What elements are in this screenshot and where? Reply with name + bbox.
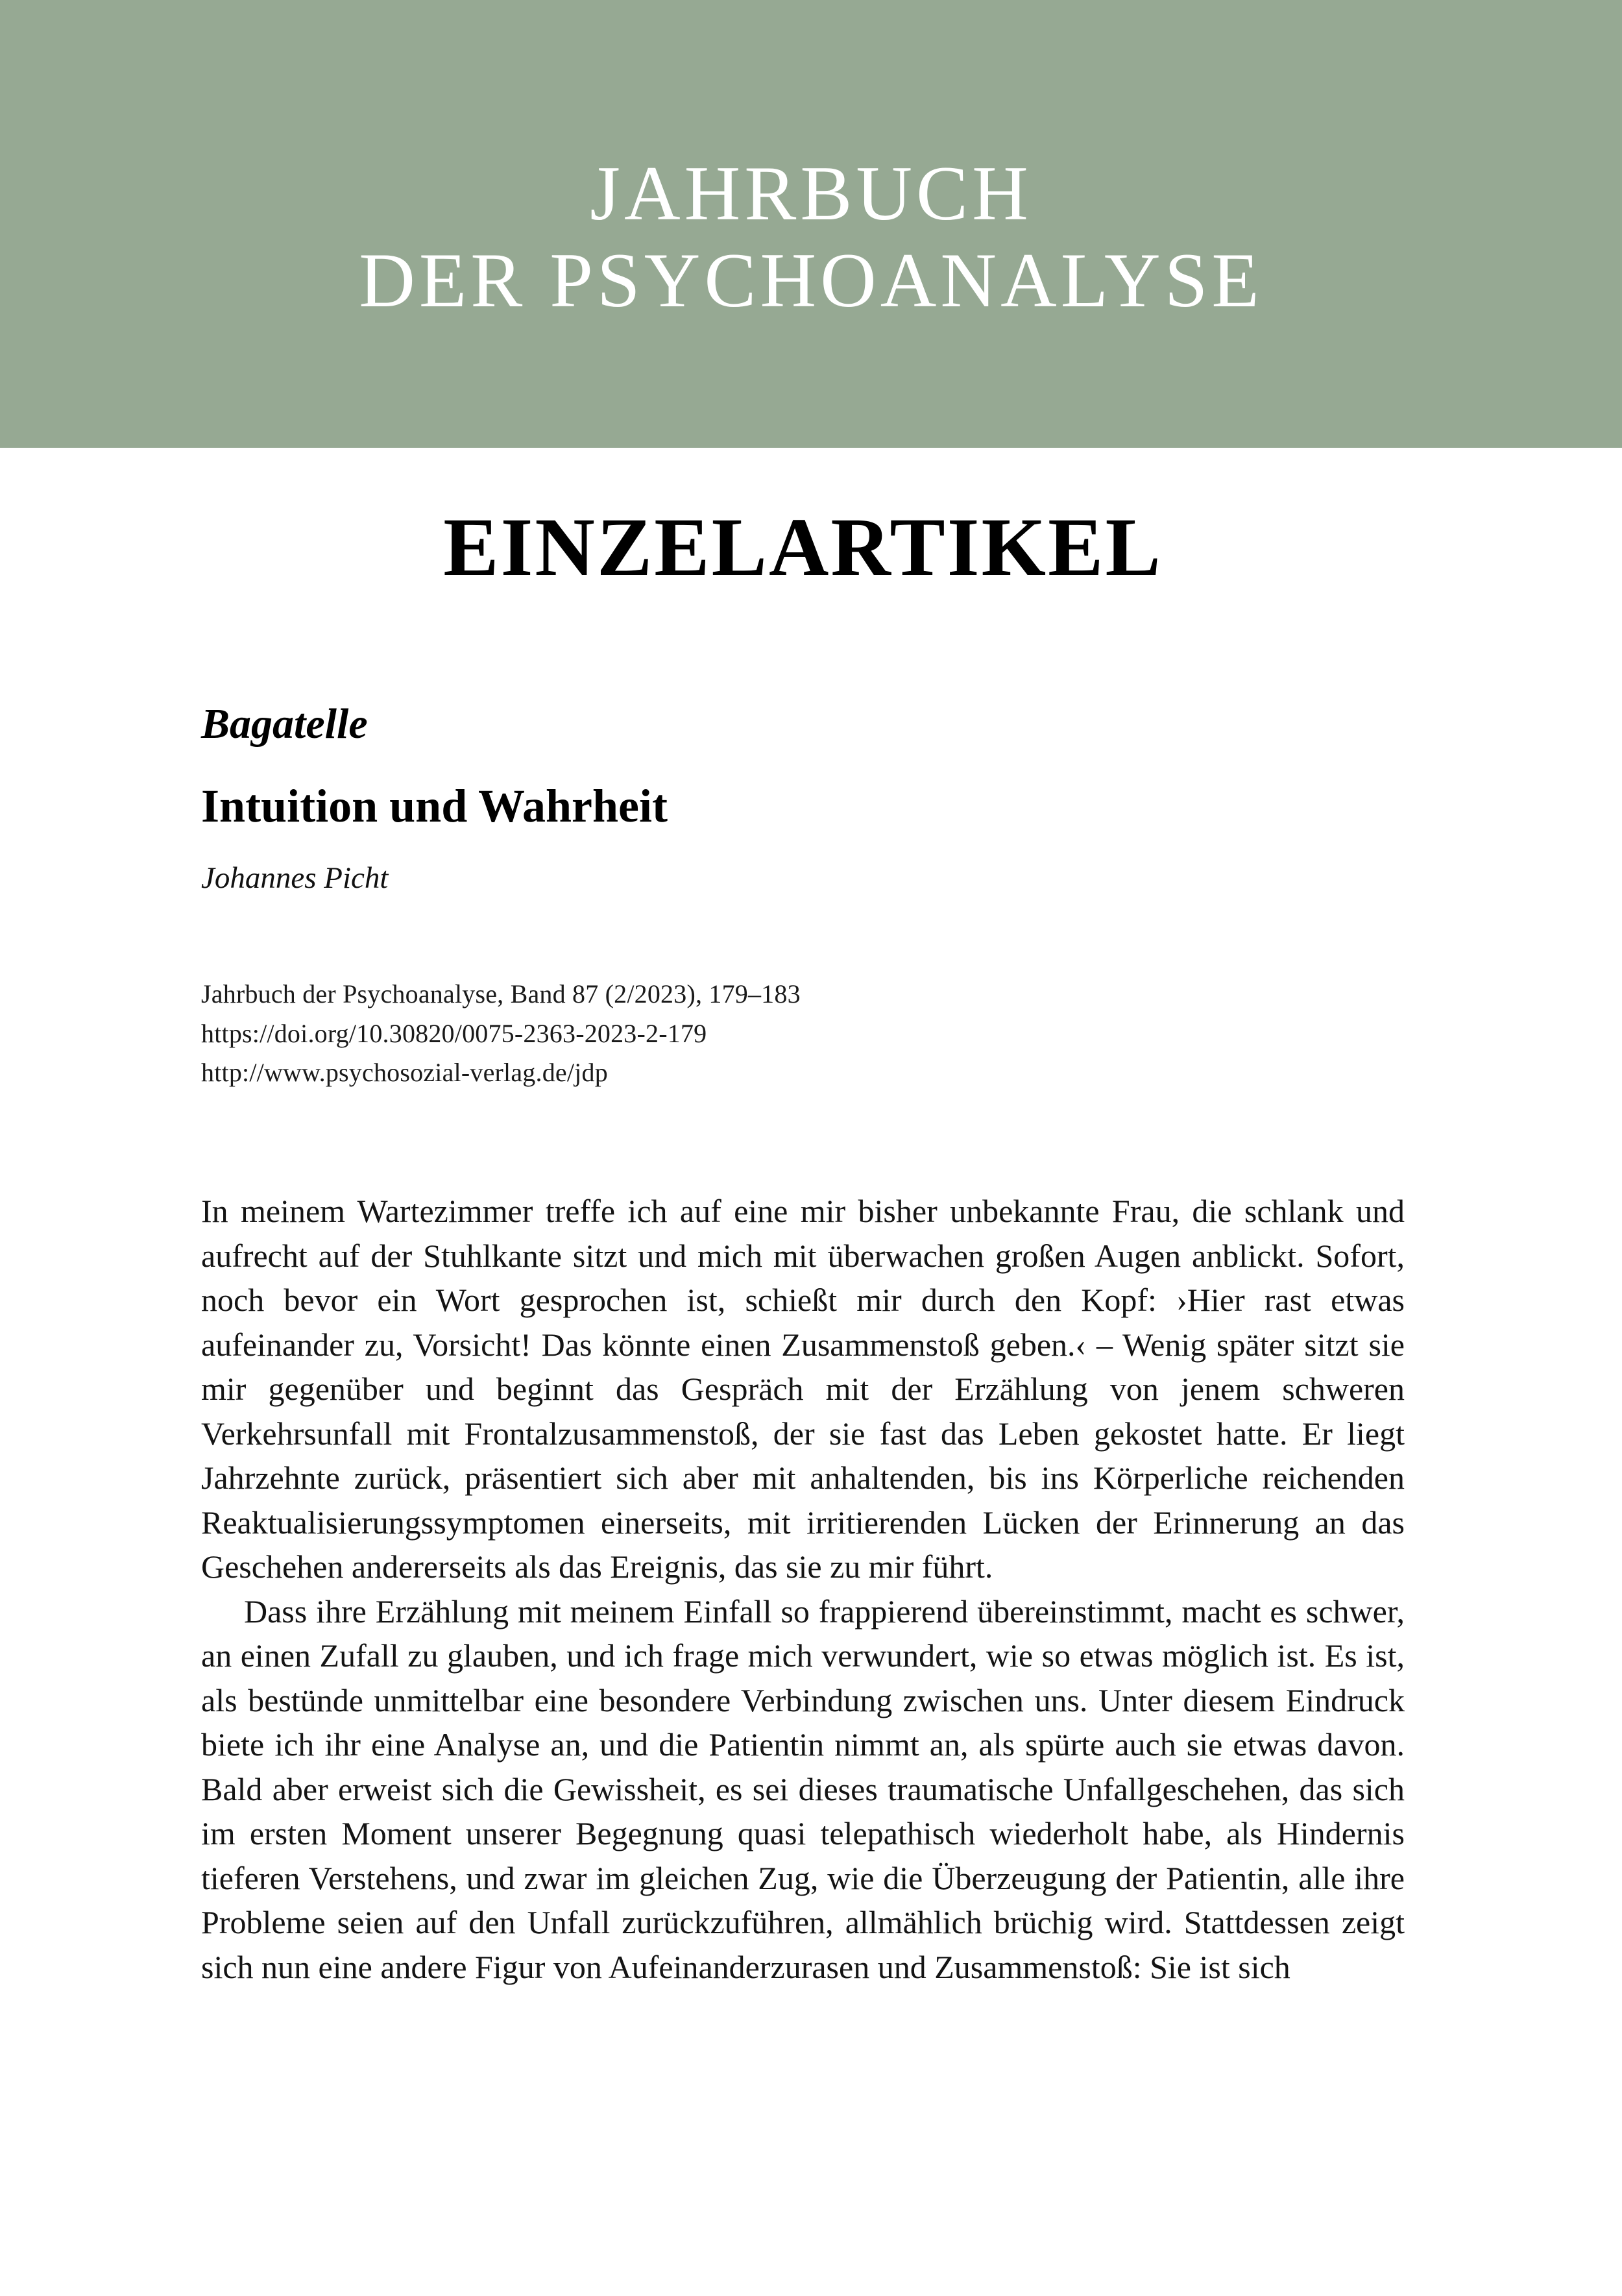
page-bottom-cutoff: [0, 2274, 1622, 2296]
section-heading: EINZELARTIKEL: [443, 501, 1163, 593]
body-paragraph-2: Dass ihre Erzählung mit meinem Einfall so frappierend übereinstimmt, macht es schwer, an einen Zufall zu glauben, und ich frage mich verwundert, wie so etwas möglich ist. Es ist, als bestünde unmittelbar eine besondere Verbindung zwischen uns. Unter diesem Eindruck biete ich ihr eine Analyse an, und die Patientin nimmt an, als spürte auch sie etwas davon. Bald aber erweist sich die Gewissheit, es sei dieses traumatische Unfallgeschehen, das sich im ersten Moment unserer Begegnung quasi telepathisch wiederholt habe, als Hindernis tieferen Verstehens, und zwar im gleichen Zug, wie die Überzeugung der Patientin, alle ihre Probleme seien auf den Unfall zurückzuführen, allmählich brüchig wird. Stattdessen zeigt sich nun eine andere Figur von Aufeinanderzurasen und Zusammenstoß: Sie ist sich: [201, 1593, 1405, 1985]
page-content: [0, 501, 1622, 1989]
citation-line: Jahrbuch der Psychoanalyse, Band 87 (2/2023), 179–183: [201, 979, 801, 1008]
article-metadata: [201, 975, 1405, 1093]
article-author: Johannes Picht: [201, 861, 389, 895]
doi-link[interactable]: https://doi.org/10.30820/0075-2363-2023-2-179: [201, 1018, 707, 1048]
article-title: Intuition und Wahrheit: [201, 779, 668, 832]
journal-masthead: [0, 0, 1622, 448]
article-body: [201, 1189, 1405, 1989]
journal-title-line-1: JAHRBUCH: [590, 149, 1032, 236]
body-paragraph-1: In meinem Wartezimmer treffe ich auf eine mir bisher unbekannte Frau, die schlank und aufrecht auf der Stuhlkante sitzt und mich mit überwachen großen Augen anblickt. Sofort, noch bevor ein Wort gesprochen ist, schießt mir durch den Kopf: ›Hier rast etwas aufeinander zu, Vorsicht! Das könnte einen Zusammenstoß geben.‹ – Wenig später sitzt sie mir gegenüber und beginnt das Gespräch mit der Erzählung von jenem schweren Verkehrsunfall mit Frontalzusammenstoß, der sie fast das Leben gekostet hatte. Er liegt Jahrzehnte zurück, präsentiert sich aber mit anhaltenden, bis ins Körperliche reichenden Reaktualisierungssymptomen einerseits, mit irritierenden Lücken der Erinnerung an das Geschehen andererseits als das Ereignis, das sie zu mir führt.: [201, 1193, 1405, 1585]
journal-title-line-2: DER PSYCHOANALYSE: [359, 237, 1263, 323]
article-kind-label: Bagatelle: [201, 700, 368, 748]
publisher-url-link[interactable]: http://www.psychosozial-verlag.de/jdp: [201, 1058, 608, 1088]
